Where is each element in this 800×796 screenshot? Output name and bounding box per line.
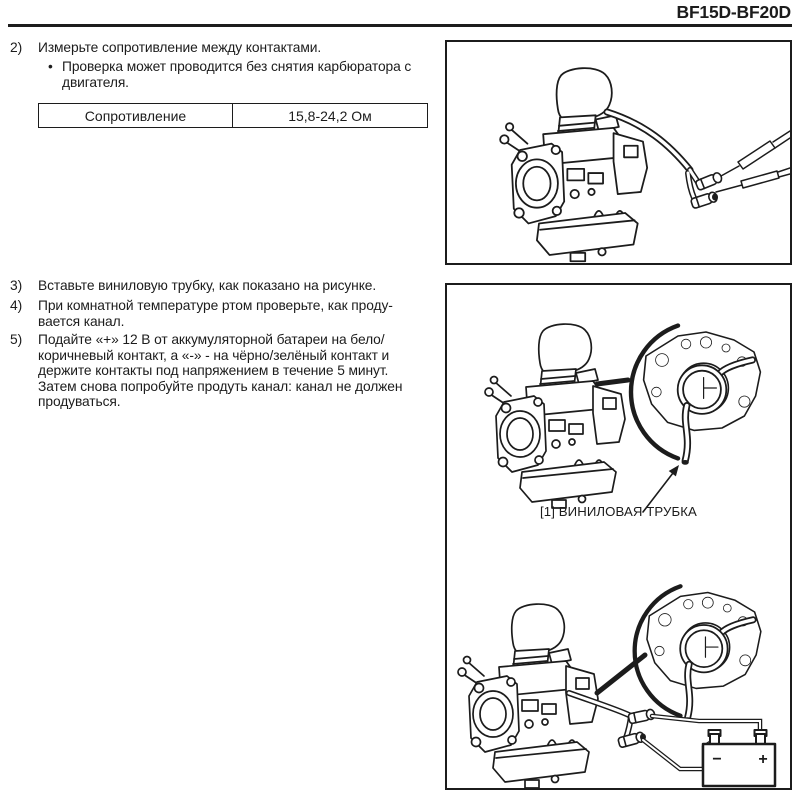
- step-5: [10, 332, 430, 410]
- note-text-line: двигателя.: [62, 74, 129, 90]
- battery-plus-label: +: [758, 751, 768, 768]
- step-2-note: [48, 59, 411, 90]
- vinyl-tube-label: [1] ВИНИЛОВАЯ ТРУБКА: [540, 504, 697, 519]
- battery-minus-label: −: [712, 751, 722, 768]
- step-number: 3): [10, 278, 23, 293]
- carburetor-drawing: [500, 68, 647, 261]
- magnifier-leader-line: [597, 380, 628, 384]
- step-text-line: вается канал.: [38, 313, 125, 329]
- step-2: [10, 40, 430, 56]
- battery-drawing: [703, 730, 775, 786]
- header-rule: [8, 24, 792, 27]
- step-text-line: Измерьте сопротивление между контактами.: [38, 40, 322, 55]
- flange-detail-drawing: [635, 586, 761, 722]
- doc-model-code: BF15D-BF20D: [676, 2, 791, 22]
- step-text-line: держите контакты под напряжением в течение 5 минут.: [38, 363, 389, 378]
- spec-table: [38, 103, 428, 128]
- step-text-line: продуваться.: [38, 394, 121, 409]
- note-text-line: Проверка может проводится без снятия карбюратора с: [62, 59, 412, 74]
- step-number: 4): [10, 298, 23, 313]
- tester-probes-icon: [716, 131, 790, 192]
- spec-value-cell: 15,8-24,2 Ом: [288, 107, 372, 124]
- step-text-line: коричневый контакт, а «-» - на чёрно/зелёный контакт и: [38, 347, 390, 363]
- flange-detail-drawing: [631, 326, 760, 465]
- resistance-test-illustration: [447, 42, 790, 263]
- vinyl-tube-illustration: [447, 285, 790, 788]
- step-3: [10, 278, 430, 294]
- carburetor-drawing: [485, 324, 625, 508]
- step-4: [10, 298, 430, 329]
- bullet-icon: •: [48, 59, 53, 74]
- figure-frame-vinyl-tube-test: [445, 283, 792, 790]
- spec-label-cell: Сопротивление: [39, 104, 233, 127]
- step-text-line: Затем снова попробуйте продуть канал: канал не должен: [38, 378, 403, 394]
- step-text-line: Подайте «+» 12 В от аккумуляторной батареи на бело/: [38, 332, 385, 347]
- step-number: 5): [10, 332, 23, 347]
- step-text-line: При комнатной температуре ртом проверьте, как проду-: [38, 298, 393, 313]
- figure-frame-resistance-test: [445, 40, 792, 265]
- step-number: 2): [10, 40, 23, 55]
- step-text-line: Вставьте виниловую трубку, как показано на рисунке.: [38, 278, 377, 293]
